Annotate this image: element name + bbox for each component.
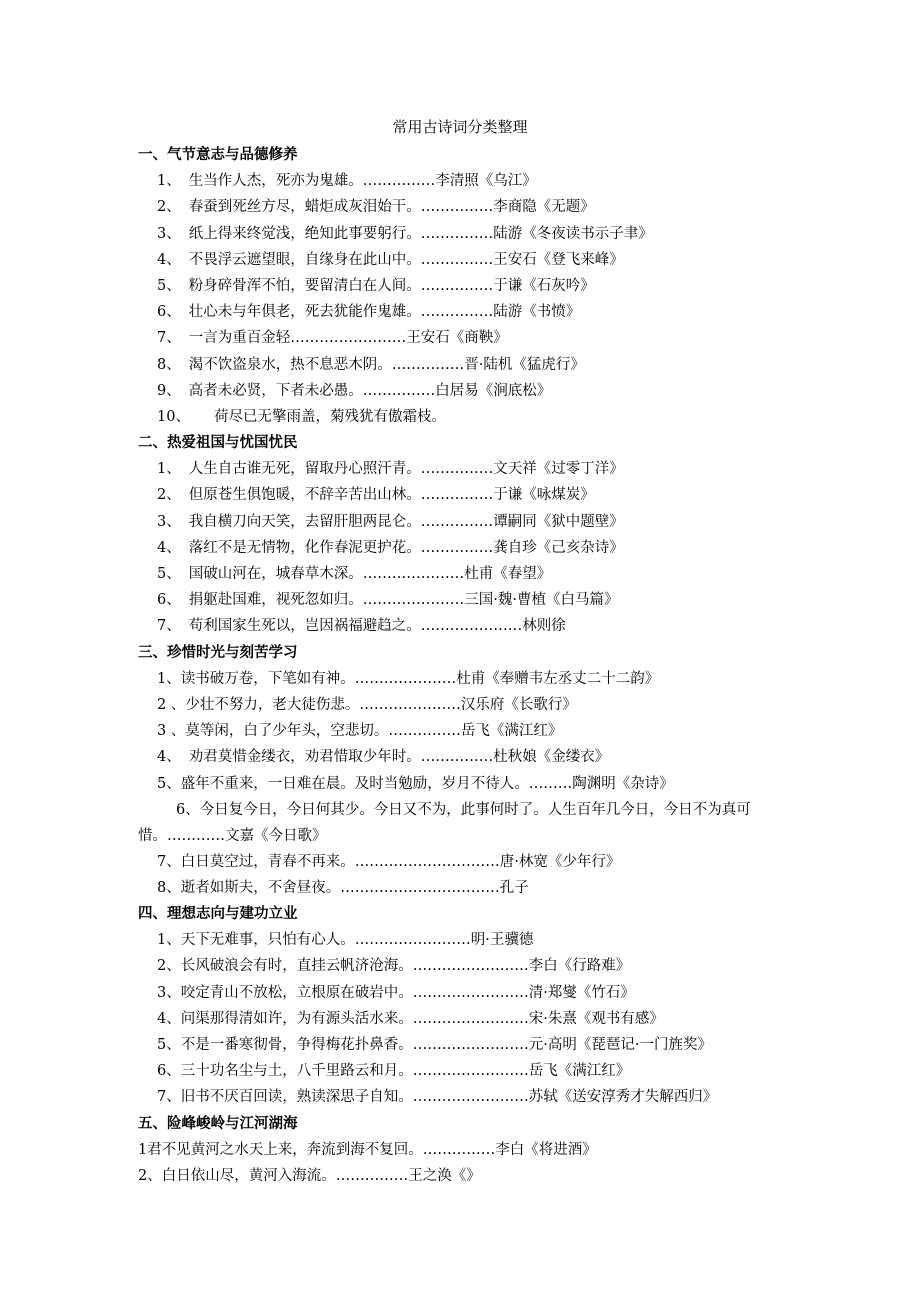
list-item: 3、 我自横刀向天笑，去留肝胆两昆仑。……………谭嗣同《狱中题壁》 (157, 513, 624, 530)
list-item: 3 、莫等闲，白了少年头，空悲切。……………岳飞《满江红》 (157, 723, 563, 740)
list-item: 7、 苟利国家生死以，岂因祸福避趋之。…………………林则徐 (157, 618, 566, 635)
list-item: 2、长风破浪会有时，直挂云帆济沧海。……………………李白《行路难》 (157, 958, 631, 975)
section-heading: 四、理想志向与建功立业 (138, 906, 298, 923)
list-item: 2、 但原苍生俱饱暖，不辞辛苦出山林。……………于谦《咏煤炭》 (157, 487, 595, 504)
section-heading: 三、珍惜时光与刻苦学习 (138, 644, 298, 661)
list-item: 7、旧书不厌百回读，熟读深思子自知。……………………苏轼《送安淳秀才失解西归》 (157, 1089, 718, 1106)
list-item: 10、 荷尽已无擎雨盖，菊残犹有傲霜枝。 (157, 408, 446, 425)
list-item: 4、 劝君莫惜金缕衣，劝君惜取少年时。……………杜秋娘《金缕衣》 (157, 749, 610, 766)
list-item: 1、 人生自古谁无死，留取丹心照汗青。……………文天祥《过零丁洋》 (157, 461, 624, 478)
document-title: 常用古诗词分类整理 (392, 118, 528, 136)
list-item: 7、白日莫空过，青春不再来。…………………………唐·林宽《少年行》 (157, 853, 621, 870)
list-item: 8、 渴不饮盗泉水，热不息恶木阴。……………晋·陆机《猛虎行》 (157, 356, 585, 373)
list-item: 2 、少壮不努力，老大徒伤悲。…………………汉乐府《长歌行》 (157, 696, 577, 713)
list-item: 5、盛年不重来，一日难在晨。及时当勉励，岁月不待人。………陶渊明《杂诗》 (157, 775, 674, 792)
list-item: 1君不见黄河之水天上来，奔流到海不复回。……………李白《将进酒》 (138, 1141, 597, 1158)
list-item: 2、白日依山尽，黄河入海流。……………王之涣《》 (138, 1167, 481, 1184)
section-heading: 一、气节意志与品德修养 (138, 147, 298, 163)
list-item: 9、 高者未必贤，下者未必愚。……………白居易《涧底松》 (157, 382, 552, 399)
list-item: 4、问渠那得清如许，为有源头活水来。……………………宋·朱熹《观书有感》 (157, 1010, 664, 1027)
list-item: 5、不是一番寒彻骨，争得梅花扑鼻香。……………………元·高明《琵琶记·一门旌奖》 (157, 1037, 712, 1053)
list-item: 6、三十功名尘与土，八千里路云和月。……………………岳飞《满江红》 (157, 1063, 631, 1080)
list-item: 6、 捐躯赴国难，视死忽如归。…………………三国·魏·曹植《白马篇》 (157, 592, 619, 609)
list-item: 3、咬定青山不放松，立根原在破岩中。……………………清·郑燮《竹石》 (157, 984, 635, 1001)
list-item: 1、天下无难事，只怕有心人。……………………明·王骥德 (157, 932, 534, 949)
list-item: 7、 一言为重百金轻……………………王安石《商鞅》 (157, 330, 508, 347)
list-item: 1、读书破万卷，下笔如有神。…………………杜甫《奉赠韦左丞丈二十二韵》 (157, 670, 660, 687)
list-item: 4、 落红不是无情物，化作春泥更护花。……………龚自珍《己亥杂诗》 (157, 539, 624, 556)
list-item: 5、 国破山河在，城春草木深。…………………杜甫《春望》 (157, 566, 552, 582)
list-item: 4、 不畏浮云遮望眼，自缘身在此山中。……………王安石《登飞来峰》 (157, 251, 624, 268)
section-heading: 二、热爱祖国与忧国忧民 (138, 435, 298, 452)
list-item: 3、 纸上得来终觉浅，绝知此事要躬行。……………陆游《冬夜读书示子聿》 (157, 225, 653, 242)
list-item: 6、今日复今日，今日何其少。今日又不为，此事何时了。人生百年几今日，今日不为真可惜。…………文嘉《今日歌》 (138, 801, 751, 844)
section-heading: 五、险峰峻岭与江河湖海 (138, 1115, 298, 1132)
list-item: 6、 壮心未与年俱老，死去犹能作鬼雄。……………陆游《书愤》 (157, 304, 581, 321)
list-item: 2、 春蚕到死丝方尽，蜡炬成灰泪始干。……………李商隐《无题》 (157, 199, 595, 216)
list-item: 1、 生当作人杰，死亦为鬼雄。……………李清照《乌江》 (157, 173, 537, 190)
list-item: 8、逝者如斯夫，不舍昼夜。……………………………孔子 (157, 879, 529, 896)
document-body (138, 142, 788, 1189)
list-item: 5、 粉身碎骨浑不怕，要留清白在人间。……………于谦《石灰吟》 (157, 277, 595, 294)
